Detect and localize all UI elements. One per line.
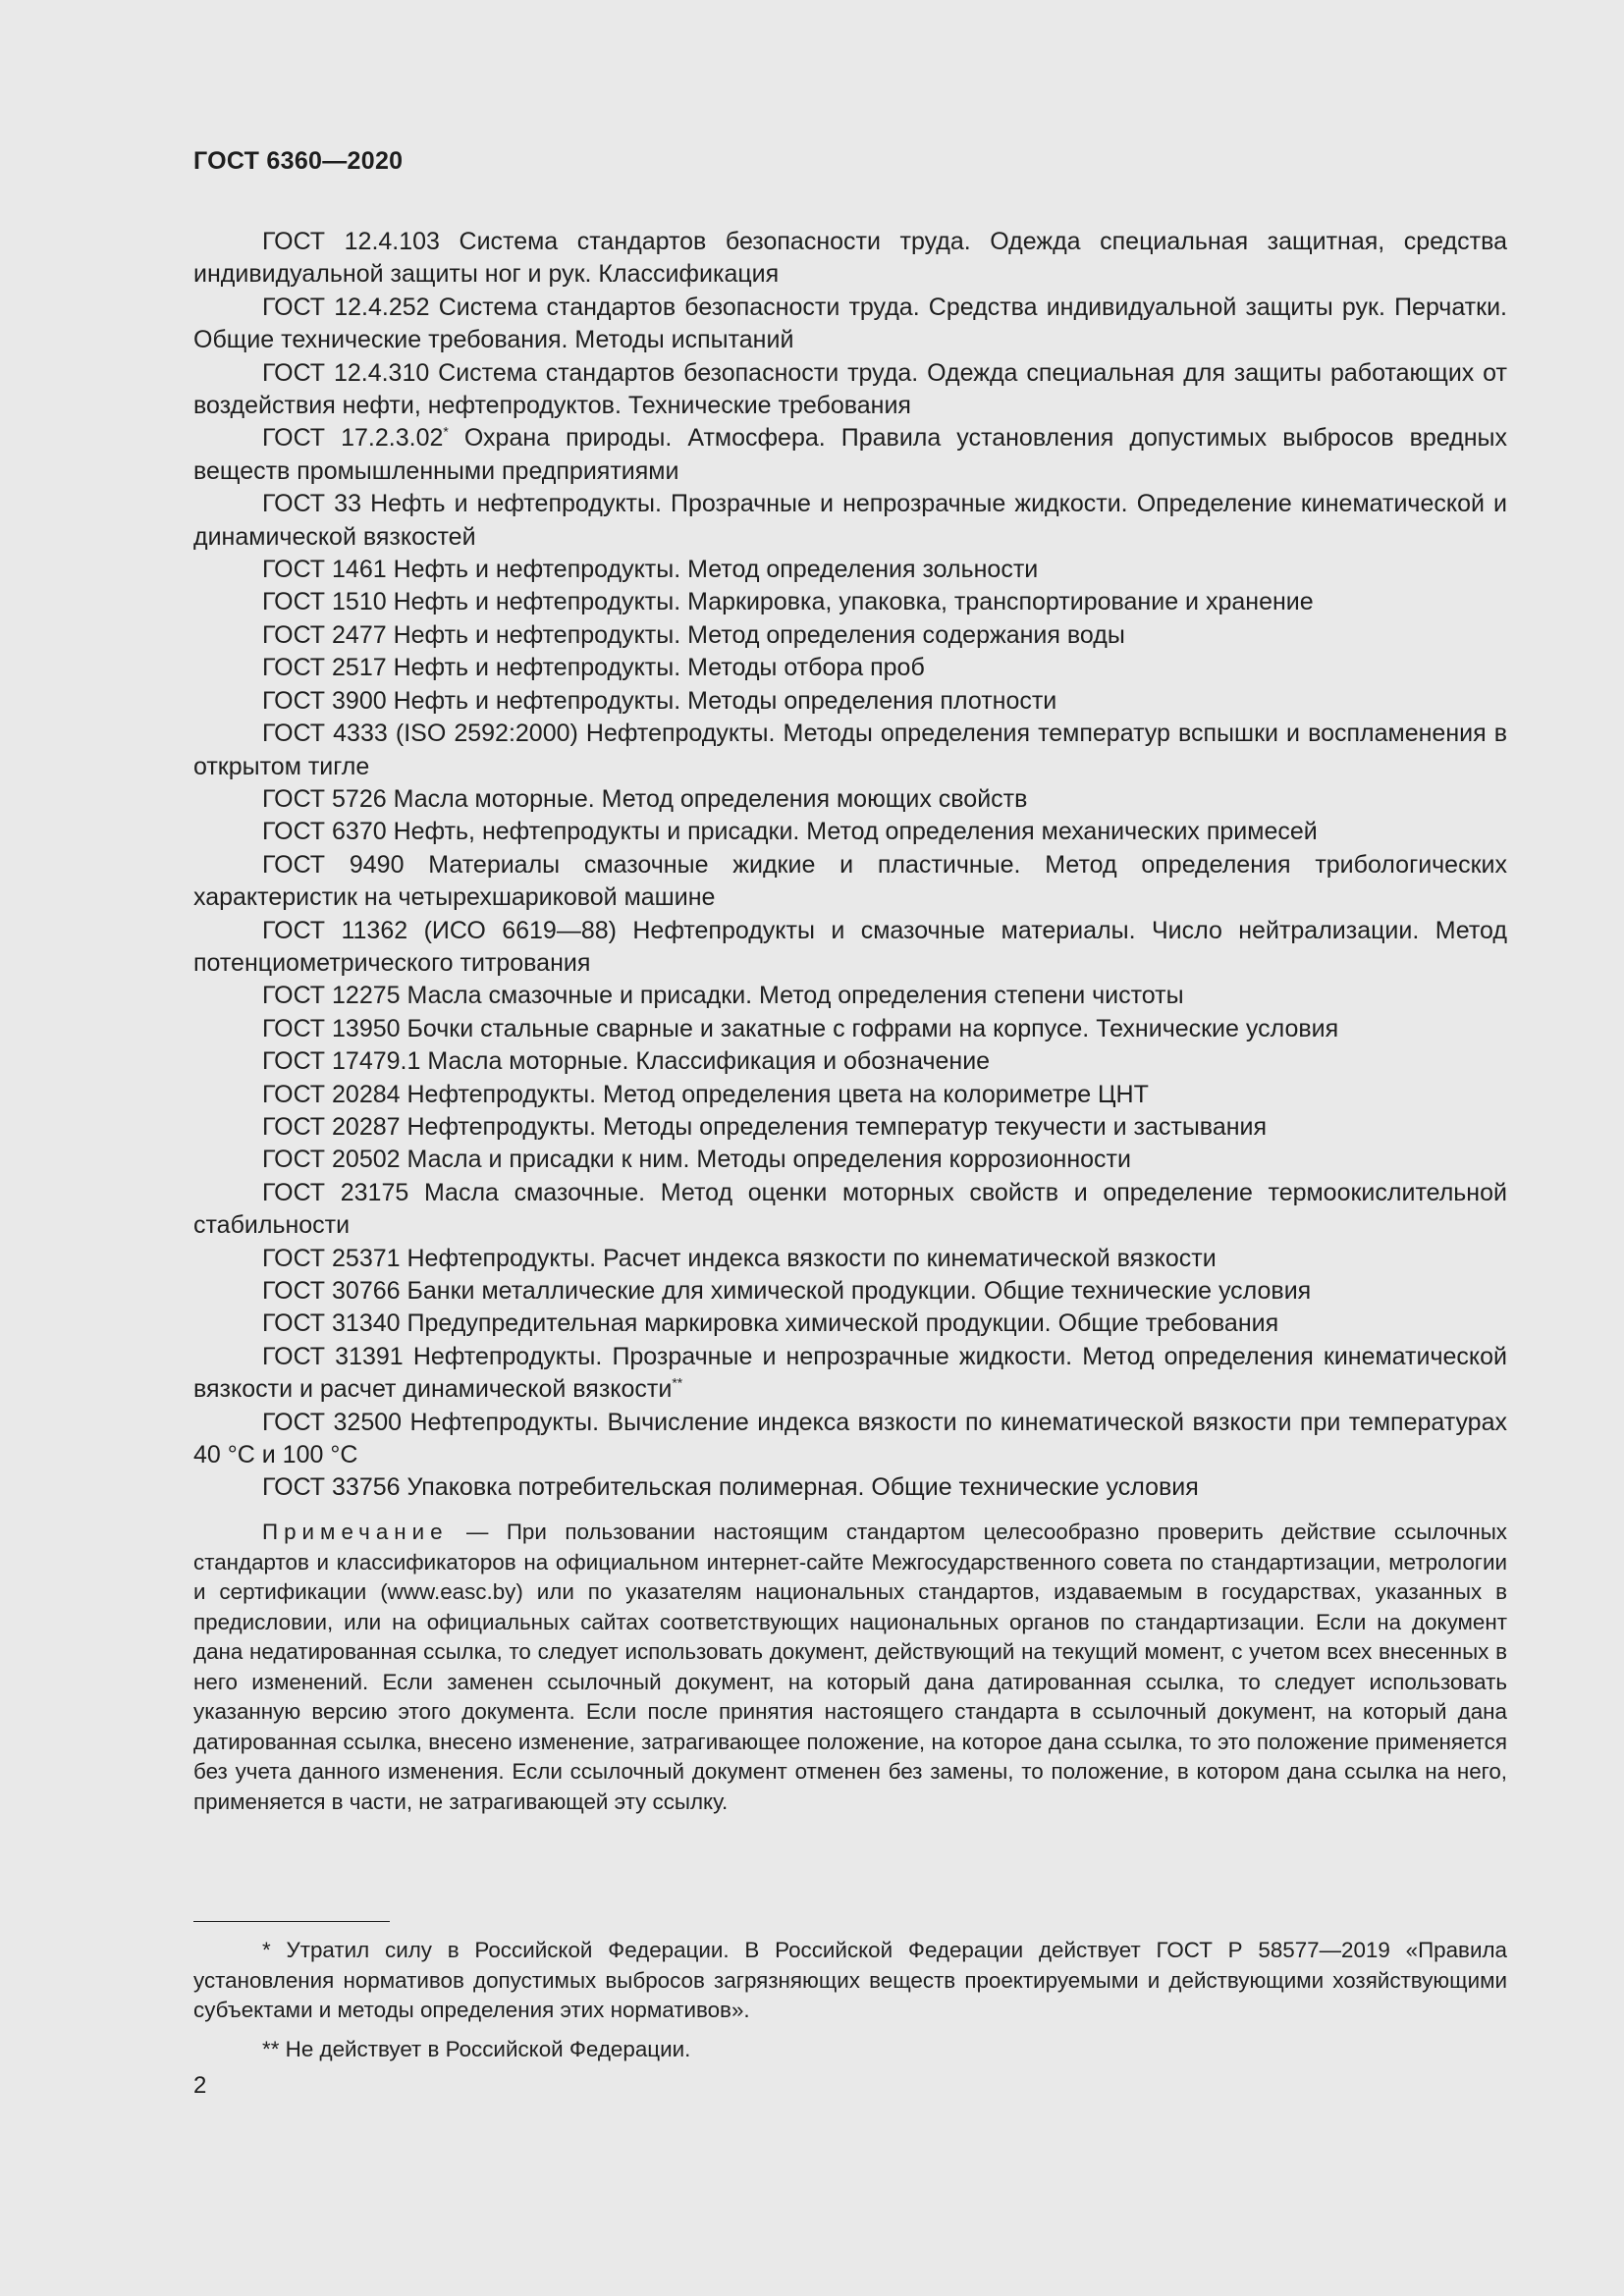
reference-item <box>193 1407 1507 1472</box>
reference-item <box>193 816 1507 848</box>
reference-code: ГОСТ 4333 <box>262 720 388 748</box>
reference-item <box>193 422 1507 488</box>
reference-title: Масла моторные. Метод определения моющих свойств <box>393 784 1028 813</box>
reference-title: Нефтепродукты. Прозрачные и непрозрачные жидкости. Метод определения кинематической вязкости и расчет динамической вязкости <box>193 1342 1507 1404</box>
reference-title: Нефть и нефтепродукты. Прозрачные и непрозрачные жидкости. Определение кинематической и динамической вязкостей <box>193 490 1507 551</box>
reference-code: ГОСТ 12275 <box>262 982 401 1010</box>
reference-code: ГОСТ 1461 <box>262 556 387 584</box>
reference-item <box>193 1341 1507 1407</box>
reference-title: Бочки стальные сварные и закатные с гофрами на корпусе. Технические условия <box>406 1014 1339 1042</box>
reference-code: ГОСТ 25371 <box>262 1244 401 1272</box>
reference-item <box>193 718 1507 783</box>
reference-title: Нефть, нефтепродукты и присадки. Метод определения механических примесей <box>393 818 1318 846</box>
reference-title: Нефть и нефтепродукты. Методы определения плотности <box>393 686 1057 715</box>
reference-title: Масла моторные. Классификация и обозначение <box>427 1047 991 1076</box>
reference-code: ГОСТ 13950 <box>262 1014 401 1042</box>
footnote-mark: * <box>262 1938 271 1962</box>
footnote <box>193 2035 1507 2065</box>
footnote-divider <box>193 1921 390 1922</box>
reference-code: ГОСТ 17.2.3.02 <box>262 424 444 453</box>
reference-code: ГОСТ 20284 <box>262 1080 401 1108</box>
reference-title: Система стандартов безопасности труда. Средства индивидуальной защиты рук. Перчатки. Общие технические требования. Методы испытаний <box>193 293 1507 354</box>
reference-item <box>193 292 1507 357</box>
reference-title: Нефтепродукты. Методы определения температур текучести и застывания <box>406 1112 1268 1141</box>
reference-code: ГОСТ 31340 <box>262 1309 401 1338</box>
footnote-mark: ** <box>262 2037 280 2061</box>
reference-item <box>193 1275 1507 1308</box>
reference-item <box>193 1013 1507 1045</box>
reference-title: Предупредительная маркировка химической продукции. Общие требования <box>406 1309 1279 1338</box>
note-label: Примечание <box>262 1520 449 1544</box>
reference-item <box>193 226 1507 292</box>
reference-title: Система стандартов безопасности труда. Одежда специальная защитная, средства индивидуальной защиты ног и рук. Классификация <box>193 228 1507 289</box>
reference-item <box>193 619 1507 652</box>
reference-code: ГОСТ 9490 <box>262 850 405 879</box>
footnote-marker: ** <box>672 1374 683 1391</box>
reference-item <box>193 1045 1507 1078</box>
reference-item <box>193 1471 1507 1504</box>
reference-item <box>193 357 1507 423</box>
footnote-marker: * <box>443 424 449 441</box>
reference-title: Нефть и нефтепродукты. Методы отбора проб <box>393 654 925 682</box>
footnote-text: Утратил силу в Российской Федерации. В Российской Федерации действует ГОСТ Р 58577—2019 «Правила установления нормативов допустимых выбросов загрязняющих веществ проектируемыми и действующими хозяйствующими субъектами и методы определения этих нормативов». <box>193 1938 1507 2022</box>
reference-item <box>193 915 1507 981</box>
reference-code: ГОСТ 23175 <box>262 1178 409 1206</box>
reference-code: ГОСТ 30766 <box>262 1277 401 1305</box>
reference-item <box>193 783 1507 816</box>
reference-item <box>193 849 1507 915</box>
reference-item <box>193 586 1507 618</box>
reference-title: Упаковка потребительская полимерная. Общие технические условия <box>406 1473 1199 1502</box>
reference-item <box>193 1079 1507 1111</box>
reference-code: ГОСТ 33756 <box>262 1473 401 1502</box>
reference-title: Система стандартов безопасности труда. Одежда специальная для защиты работающих от воздействия нефти, нефтепродуктов. Технические требования <box>193 358 1507 420</box>
reference-title: Масла и присадки к ним. Методы определения коррозионности <box>406 1146 1131 1174</box>
note-text: — При пользовании настоящим стандартом целесообразно проверить действие ссылочных стандартов и классификаторов на официальном интернет-сайте Межгосударственного совета по стандартизации, метрологии и сертификации (www.easc.by) или по указателям национальных стандартов, издаваемым в государствах, указанных в предисловии, или на официальных сайтах соответствующих национальных органов по стандартизации. Если на документ дана недатированная ссылка, то следует использовать документ, действующий на текущий момент, с учетом всех внесенных в него изменений. Если заменен ссылочный документ, на который дана датированная ссылка, то следует использовать указанную версию этого документа. Если после принятия настоящего стандарта в ссылочный документ, на который дана датированная ссылка, внесено изменение, затрагивающее положение, на которое дана ссылка, то это положение применяется без учета данного изменения. Если ссылочный документ отменен без замены, то положение, в котором дана ссылка на него, применяется в части, не затрагивающей эту ссылку. <box>193 1520 1507 1814</box>
reference-code: ГОСТ 1510 <box>262 588 387 616</box>
reference-item <box>193 1144 1507 1176</box>
reference-title: Масла смазочные и присадки. Метод определения степени чистоты <box>406 982 1184 1010</box>
reference-title: Нефть и нефтепродукты. Маркировка, упаковка, транспортирование и хранение <box>393 588 1314 616</box>
reference-item <box>193 980 1507 1012</box>
reference-item <box>193 1111 1507 1144</box>
reference-item <box>193 1177 1507 1243</box>
reference-code: ГОСТ 32500 <box>262 1408 403 1436</box>
reference-code: ГОСТ 12.4.310 <box>262 358 430 387</box>
reference-item <box>193 1243 1507 1275</box>
reference-title: Нефтепродукты. Расчет индекса вязкости по кинематической вязкости <box>406 1244 1217 1272</box>
reference-code: ГОСТ 12.4.103 <box>262 228 440 255</box>
reference-item <box>193 1308 1507 1340</box>
reference-item <box>193 554 1507 586</box>
reference-code: ГОСТ 2517 <box>262 654 387 682</box>
reference-code: ГОСТ 5726 <box>262 784 387 813</box>
reference-code: ГОСТ 20502 <box>262 1146 401 1174</box>
note-paragraph <box>193 1518 1507 1817</box>
reference-code: ГОСТ 17479.1 <box>262 1047 421 1076</box>
reference-code: ГОСТ 12.4.252 <box>262 293 430 321</box>
reference-title: Масла смазочные. Метод оценки моторных свойств и определение термоокислительной стабильности <box>193 1178 1507 1240</box>
reference-code: ГОСТ 11362 <box>262 916 408 944</box>
reference-title: Нефтепродукты. Метод определения цвета на колориметре ЦНТ <box>406 1080 1149 1108</box>
reference-code: ГОСТ 20287 <box>262 1112 401 1141</box>
footnote <box>193 1936 1507 2026</box>
reference-item <box>193 652 1507 684</box>
reference-title: (ИСО 6619—88) Нефтепродукты и смазочные материалы. Число нейтрализации. Метод потенциометрического титрования <box>193 916 1507 977</box>
reference-item <box>193 685 1507 718</box>
reference-item <box>193 488 1507 554</box>
page-number: 2 <box>193 2072 207 2099</box>
reference-title: Банки металлические для химической продукции. Общие технические условия <box>406 1277 1312 1305</box>
reference-code: ГОСТ 3900 <box>262 686 387 715</box>
reference-code: ГОСТ 33 <box>262 490 361 518</box>
reference-title: Охрана природы. Атмосфера. Правила установления допустимых выбросов вредных веществ промышленными предприятиями <box>193 424 1508 485</box>
reference-title: Материалы смазочные жидкие и пластичные. Метод определения трибологических характеристик на четырехшариковой машине <box>193 850 1507 912</box>
reference-title: Нефть и нефтепродукты. Метод определения зольности <box>393 556 1039 584</box>
normative-references-list <box>193 226 1507 1505</box>
reference-code: ГОСТ 2477 <box>262 620 387 649</box>
reference-code: ГОСТ 6370 <box>262 818 387 846</box>
reference-title: (ISO 2592:2000) Нефтепродукты. Методы определения температур вспышки и воспламенения в открытом тигле <box>193 720 1508 780</box>
reference-title: Нефть и нефтепродукты. Метод определения содержания воды <box>393 620 1125 649</box>
footnote-text: Не действует в Российской Федерации. <box>285 2037 691 2061</box>
reference-title: Нефтепродукты. Вычисление индекса вязкости по кинематической вязкости при температурах 40 °С и 100 °С <box>193 1408 1507 1469</box>
reference-code: ГОСТ 31391 <box>262 1342 404 1370</box>
document-header-title: ГОСТ 6360—2020 <box>193 147 404 175</box>
